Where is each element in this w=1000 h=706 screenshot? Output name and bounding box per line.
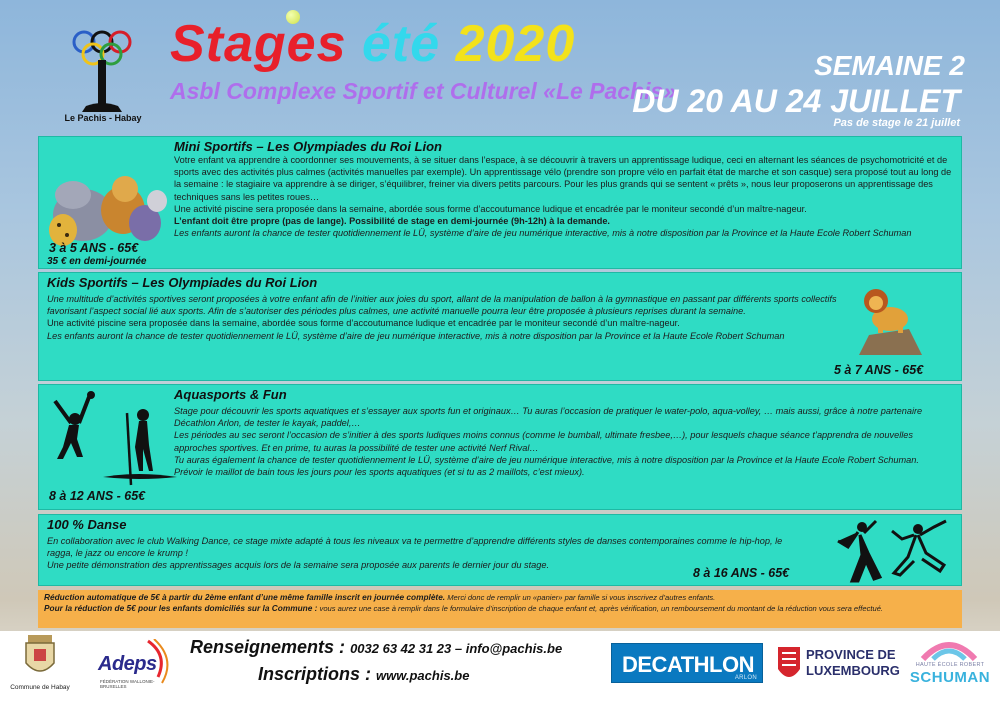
no-stage-note: Pas de stage le 21 juillet: [833, 117, 960, 129]
panel-kids-sportifs: [38, 272, 962, 381]
commune-discount-line: [44, 603, 956, 614]
province-luxembourg-logo: [776, 641, 900, 691]
family-discount-line: [44, 592, 956, 603]
panel-pool-text: Une activité piscine sera proposée dans la semaine, abordée sous forme d’accoutumance ludique et encadrée par le moniteur secondé d’un maître-nageur.: [174, 203, 807, 214]
page-title: [170, 14, 575, 74]
logo-caption: Le Pachis - Habay: [64, 113, 142, 123]
panel-description: En collaboration avec le club Walking Dance, ce stage mixte adapté à tous les niveaux va te permettre d’apprendre différents styles de danses contemporaines comme le hip-hop, le ragga, le jazz ou encore le krump !: [47, 536, 783, 559]
panel-title: Kids Sportifs – Les Olympiades du Roi Lion: [47, 275, 318, 290]
contact-line: [190, 637, 562, 658]
family-discount-bold: Réduction automatique de 5€ à partir du 2ème enfant d’une même famille inscrit en journée complète.: [44, 592, 446, 602]
age-price: 5 à 7 ANS - 65€: [834, 363, 924, 377]
lion-on-rock-icon: [854, 277, 924, 357]
age-price: 8 à 16 ANS - 65€: [693, 566, 790, 580]
hers-logo: [905, 637, 995, 695]
dancers-silhouette-icon: [834, 517, 959, 585]
title-word-ete: été: [361, 15, 441, 73]
panel-pool-text: Une activité piscine sera proposée dans la semaine, abordée sous forme d’accoutumance ludique et encadrée par le moniteur secondé d’un maître-nageur.: [47, 318, 680, 329]
inscription-line: [258, 664, 562, 685]
panel-mini-sportifs: [38, 136, 962, 269]
decathlon-logo: [611, 643, 763, 683]
age-price: 3 à 5 ANS - 65€: [49, 241, 139, 255]
commune-caption: Commune de Habay: [10, 684, 70, 691]
panel-lu-text: Les enfants auront la chance de tester quotidiennement le LÜ, système d’aire de jeu numérique interactive, mis à notre disposition par la Province et la Haute Ecole Robert Schuman: [174, 228, 912, 239]
panel-demo-text: Une petite démonstration des apprentissages acquis lors de la semaine sera proposée aux parents le dernier jour du stage.: [47, 560, 550, 571]
panel-aquasports: [38, 384, 962, 510]
paddleboard-silhouette-icon: [99, 405, 179, 490]
rens-label: Renseignements :: [190, 637, 346, 657]
adeps-logo: [98, 639, 178, 694]
insc-value[interactable]: www.pachis.be: [376, 668, 470, 683]
rens-value[interactable]: 0032 63 42 31 23 – info@pachis.be: [350, 641, 563, 656]
adeps-sub: FÉDÉRATION WALLONIE-BRUXELLES: [100, 679, 155, 689]
swimmer-silhouette-icon: [49, 391, 99, 461]
panel-lu-text: Tu auras également la chance de tester quotidiennement le LÜ, système d’aire de jeu numérique interactive, mis à notre disposition par la Province et la Haute Ecole Robert Schuman.: [174, 454, 919, 465]
province-line2: LUXEMBOURG: [806, 663, 900, 678]
panel-dry-activities: Les périodes au sec seront l’occasion de s’initier à des sports ludiques moins connus (comme le bumball, ultimate fresbee,…), pour lesquels chaque séance t’apprendra de nouvelles approches sportives. Et en prime, tu auras la possibilité de tester une activité Nerf Rival…: [174, 430, 913, 453]
hers-text: SCHUMAN: [909, 669, 991, 686]
panel-title: 100 % Danse: [47, 517, 127, 532]
panel-description: Une multitude d’activités sportives seront proposées à votre enfant afin de l’initier aux joies du sport, allant de la manipulation de ballon à la gymnastique en passant par différents sports collectifs favorisant l’aspect social lié aux sports. Afin de s’autoriser des périodes plus calmes, une activité manuelle pourra leur être proposée à plusieurs reprises durant la semaine.: [47, 294, 837, 317]
panel-danse: [38, 514, 962, 586]
week-label: SEMAINE 2: [814, 50, 965, 81]
age-price: 8 à 12 ANS - 65€: [49, 489, 146, 503]
hers-top: HAUTE ÉCOLE ROBERT: [915, 662, 985, 668]
title-word-year: 2020: [455, 15, 576, 73]
panel-lu-text: Les enfants auront la chance de tester quotidiennement le LÜ, système d’aire de jeu numérique interactive, mis à notre disposition par la Province et la Haute Ecole Robert Schuman: [47, 330, 785, 341]
discount-notes: [38, 590, 962, 628]
decathlon-sub: ARLON: [734, 675, 757, 681]
date-range: DU 20 AU 24 JUILLET: [632, 83, 960, 119]
panel-swimsuit-note: Prévoir le maillot de bain tous les jours pour les sports aquatiques (et si tu as 2 maillots, c’est mieux).: [174, 467, 585, 478]
panel-title: Aquasports & Fun: [174, 387, 287, 402]
subtitle: Asbl Complexe Sportif et Culturel «Le Pachis»: [170, 78, 677, 104]
decathlon-text: DECATHLON: [611, 643, 763, 683]
family-discount-text: Merci donc de remplir un «panier» par famille si vous inscrivez d’autres enfants.: [445, 593, 716, 602]
panel-description: Stage pour découvrir les sports aquatiques et s’essayer aux sports fun et originaux… Tu auras l’occasion de pratiquer le water-polo, aqua-volley, … mais aussi, grâce à notre partenaire Décathlon Arlon, de tester le kayak, paddel,…: [174, 406, 923, 429]
insc-label: Inscriptions :: [258, 664, 372, 684]
footer: [0, 631, 1000, 706]
habay-coat-of-arms-icon: [22, 635, 58, 679]
panel-requirement: L’enfant doit être propre (pas de lange). Possibilité de stage en demi-journée (9h-12h) à la demande.: [174, 216, 610, 227]
adeps-text: Adeps: [98, 653, 157, 675]
commune-discount-bold: Pour la réduction de 5€ pour les enfants domiciliés sur la Commune :: [44, 603, 318, 613]
panel-description: Votre enfant va apprendre à coordonner ses mouvements, à se situer dans l’espace, à se découvrir à travers un apprentissage ludique, ceci en alternant les séances de psychomotricité et de sports avec des activités plus calmes (activités manuelles par exemple). Un apprentissage vélo (prendre son propre vélo en parfait état de marche et son casque) sera proposé tout au long de la semaine : le stagiaire va apprendre à se diriger, s’équilibrer, freiner via divers petits parcours. Pour les plus grands qui se sentent « prêts », nous leur proposerons un apprentissage des techniques sans les petites roues…: [174, 155, 952, 202]
panel-title: Mini Sportifs – Les Olympiades du Roi Lion: [174, 139, 442, 154]
lion-king-characters-icon: [45, 155, 170, 250]
commune-discount-text: vous aurez une case à remplir dans le formulaire d’inscription de chaque enfant et, après vérification, un remboursement du montant de la réduction vous sera effectué.: [317, 604, 884, 613]
province-line1: PROVINCE DE: [806, 647, 896, 662]
half-day-price: 35 € en demi-journée: [47, 256, 147, 267]
title-word-stages: Stages: [170, 15, 347, 73]
